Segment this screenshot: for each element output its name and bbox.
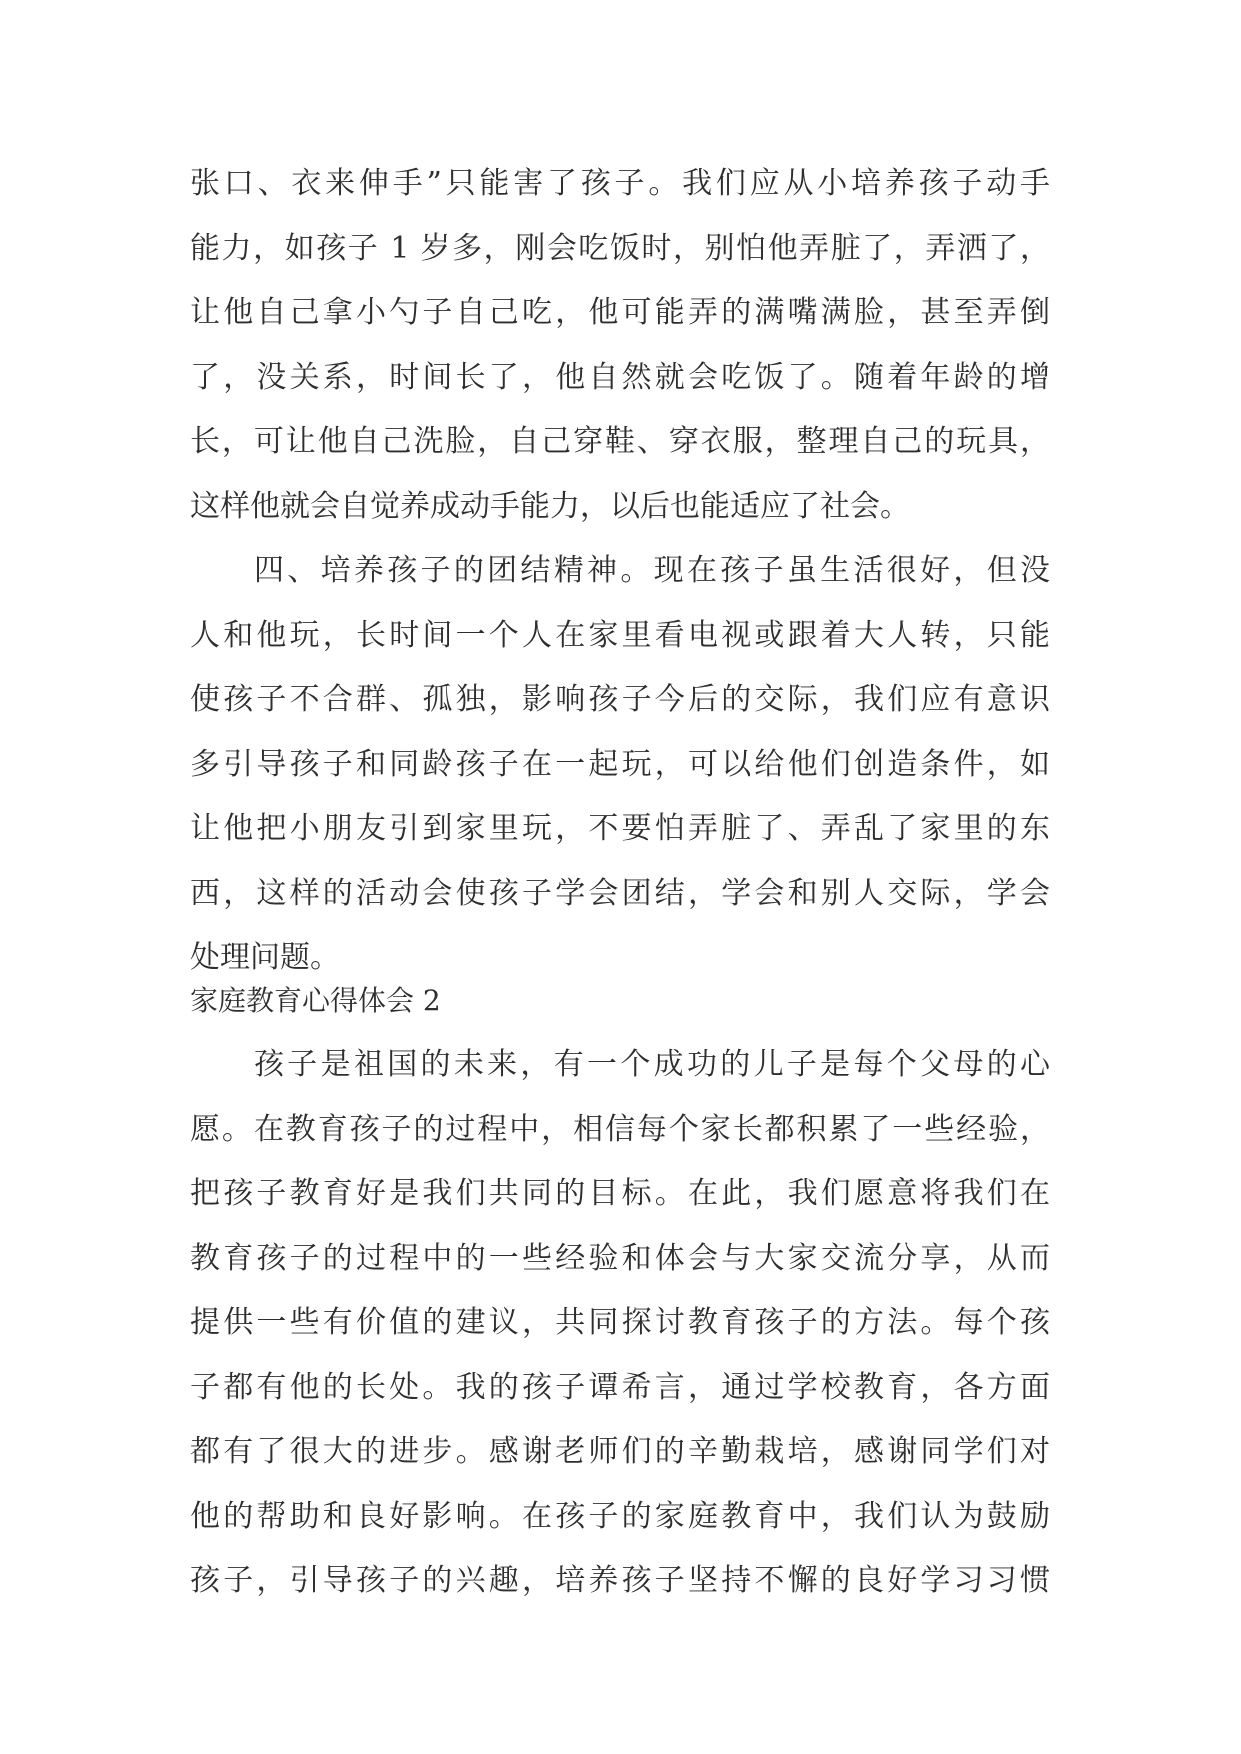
text-line: 教育孩子的过程中的一些经验和体会与大家交流分享，从而 (190, 1240, 1050, 1276)
text-line: 提供一些有价值的建议，共同探讨教育孩子的方法。每个孩 (190, 1305, 1050, 1340)
text-line: 让他把小朋友引到家里玩，不要怕弄脏了、弄乱了家里的东 (190, 811, 1050, 846)
text-line: 把孩子教育好是我们共同的目标。在此，我们愿意将我们在 (190, 1176, 1050, 1211)
text-line: 四、培养孩子的团结精神。现在孩子虽生活很好，但没 (254, 553, 1050, 588)
text-line: 张口、衣来伸手”只能害了孩子。我们应从小培养孩子动手 (190, 166, 1050, 201)
text-line: 让他自己拿小勺子自己吃，他可能弄的满嘴满脸，甚至弄倒 (190, 295, 1050, 330)
text-line: 人和他玩，长时间一个人在家里看电视或跟着大人转，只能 (190, 617, 1050, 653)
text-line: 能力，如孩子 1 岁多，刚会吃饭时，别怕他弄脏了，弄洒了， (190, 230, 1050, 266)
text-line: 多引导孩子和同龄孩子在一起玩，可以给他们创造条件，如 (190, 746, 1050, 782)
text-line: 孩子是祖国的未来，有一个成功的儿子是每个父母的心 (254, 1047, 1050, 1082)
text-line: 他的帮助和良好影响。在孩子的家庭教育中，我们认为鼓励 (190, 1498, 1050, 1534)
text-line: 长，可让他自己洗脸，自己穿鞋、穿衣服，整理自己的玩具， (190, 424, 1050, 459)
text-line: 孩子，引导孩子的兴趣，培养孩子坚持不懈的良好学习习惯 (190, 1563, 1050, 1598)
section-body (190, 1033, 1050, 1614)
text-line: 愿。在教育孩子的过程中，相信每个家长都积累了一些经验， (190, 1111, 1050, 1147)
text-line: 处理问题。 (190, 940, 340, 975)
text-line: 西，这样的活动会使孩子学会团结，学会和别人交际，学会 (190, 875, 1050, 911)
text-line: 了，没关系，时间长了，他自然就会吃饭了。随着年龄的增 (190, 359, 1050, 395)
text-line: 这样他就会自觉养成动手能力，以后也能适应了社会。 (190, 488, 910, 524)
text-line: 使孩子不合群、孤独，影响孩子今后的交际，我们应有意识 (190, 682, 1050, 717)
section-title: 家庭教育心得体会 2 (190, 984, 441, 1017)
continued-paragraphs (190, 152, 1050, 991)
text-line: 都有了很大的进步。感谢老师们的辛勤栽培，感谢同学们对 (190, 1434, 1050, 1469)
text-line: 子都有他的长处。我的孩子谭希言，通过学校教育，各方面 (190, 1369, 1050, 1405)
